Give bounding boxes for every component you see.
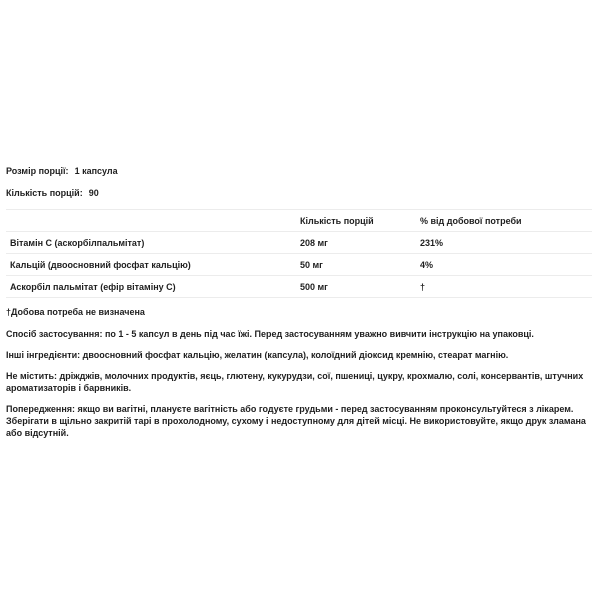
nutrient-dv: † — [416, 276, 592, 298]
table-row — [6, 232, 592, 254]
table-row — [6, 254, 592, 276]
other-ingredients: Інші інгредієнти: двоосновний фосфат кальцію, желатин (капсула), колоїдний діоксид кремнію, стеарат магнію. — [6, 350, 509, 360]
serving-size-value: 1 капсула — [74, 166, 118, 176]
nutrient-dv: 231% — [416, 232, 592, 254]
table-row — [6, 276, 592, 298]
nutrient-amount: 50 мг — [296, 254, 416, 276]
free-from-list: Не містить: дріжджів, молочних продуктів, яєць, глютену, кукурудзи, сої, пшениці, цукру, крохмалю, солі, консервантів, штучних ароматизаторів і барвників. — [6, 371, 584, 393]
servings-count-label: Кількість порцій: — [6, 188, 83, 198]
table-header-row — [6, 210, 592, 232]
supplement-facts — [6, 160, 592, 439]
nutrient-amount: 208 мг — [296, 232, 416, 254]
header-daily-value: % від добової потреби — [416, 210, 592, 232]
nutrition-table — [6, 209, 592, 298]
servings-count-line — [6, 182, 592, 204]
header-name — [6, 210, 296, 232]
nutrient-name: Кальцій (двоосновний фосфат кальцію) — [6, 254, 296, 276]
serving-size-label: Розмір порції: — [6, 166, 69, 176]
nutrient-dv: 4% — [416, 254, 592, 276]
header-amount: Кількість порцій — [296, 210, 416, 232]
nutrient-amount: 500 мг — [296, 276, 416, 298]
servings-count-value: 90 — [88, 188, 99, 198]
warning-text: Попередження: якщо ви вагітні, плануєте вагітність або годуєте грудьми - перед застосуванням проконсультуйтеся з лікарем. Зберігати в щільно закритій тарі в прохолодному, сухому і недоступному для дітей місці. Не використовуйте, якщо друк зламана або відсутній. — [6, 404, 586, 438]
daily-value-footnote: †Добова потреба не визначена — [6, 307, 145, 317]
nutrient-name: Аскорбіл пальмітат (ефір вітаміну С) — [6, 276, 296, 298]
serving-size-line — [6, 160, 592, 182]
nutrient-name: Вітамін С (аскорбілпальмітат) — [6, 232, 296, 254]
usage-instructions: Спосіб застосування: по 1 - 5 капсул в день під час їжі. Перед застосуванням уважно вивчити інструкцію на упаковці. — [6, 329, 534, 339]
